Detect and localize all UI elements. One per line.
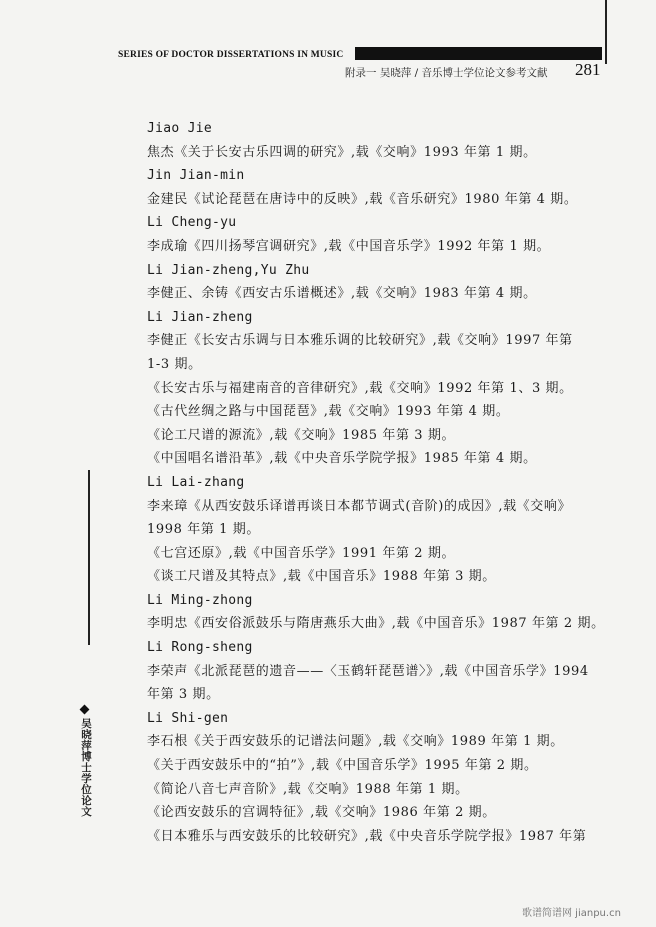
author-romanized-name: Li Jian-zheng — [147, 309, 253, 325]
margin-rule — [88, 470, 90, 645]
reference-entry: 《中国唱名谱沿革》,载《中央音乐学院学报》1985 年第 4 期。 — [147, 451, 537, 467]
reference-entry: 《简论八音七声音阶》,载《交响》1988 年第 1 期。 — [147, 781, 469, 797]
header-bar — [355, 47, 602, 60]
reference-entry: 李成瑜《四川扬琴宫调研究》,载《中国音乐学》1992 年第 1 期。 — [147, 238, 551, 254]
header-rule — [605, 0, 607, 64]
reference-entry: 年第 3 期。 — [147, 687, 220, 703]
reference-entry: 《论工尺谱的源流》,载《交响》1985 年第 3 期。 — [147, 427, 456, 443]
reference-entry: 李来璋《从西安鼓乐译谱再谈日本都节调式(音阶)的成因》,载《交响》 — [147, 498, 572, 514]
reference-entry: 李荣声《北派琵琶的遗音——〈玉鹤轩琵琶谱〉》,载《中国音乐学》1994 — [147, 663, 589, 679]
page-number: 281 — [575, 60, 601, 79]
author-romanized-name: Li Cheng-yu — [147, 215, 237, 231]
author-romanized-name: Li Lai-zhang — [147, 474, 245, 490]
bibliography-list — [147, 117, 617, 848]
reference-entry: 《关于西安鼓乐中的“拍”》,载《中国音乐学》1995 年第 2 期。 — [147, 758, 538, 774]
author-romanized-name: Li Shi-gen — [147, 710, 229, 726]
author-romanized-name: Jin Jian-min — [147, 168, 245, 184]
reference-entry: 《古代丝绸之路与中国琵琶》,载《交响》1993 年第 4 期。 — [147, 404, 510, 420]
reference-entry: 李健正《长安古乐调与日本雅乐调的比较研究》,载《交响》1997 年第 — [147, 333, 573, 349]
side-title: 吴晓萍博士学位论文 — [80, 718, 92, 817]
reference-entry: 1-3 期。 — [147, 356, 202, 372]
reference-entry: 《日本雅乐与西安鼓乐的比较研究》,载《中央音乐学院学报》1987 年第 — [147, 828, 587, 844]
reference-entry: 《谈工尺谱及其特点》,载《中国音乐》1988 年第 3 期。 — [147, 569, 496, 585]
reference-entry: 焦杰《关于长安古乐四调的研究》,载《交响》1993 年第 1 期。 — [147, 144, 537, 160]
author-romanized-name: Li Ming-zhong — [147, 592, 253, 608]
reference-entry: 金建民《试论琵琶在唐诗中的反映》,载《音乐研究》1980 年第 4 期。 — [147, 191, 578, 207]
reference-entry: 《七宫还原》,载《中国音乐学》1991 年第 2 期。 — [147, 545, 456, 561]
watermark: 歌谱简谱网 jianpu.cn — [522, 908, 621, 919]
author-romanized-name: Li Jian-zheng,Yu Zhu — [147, 262, 310, 278]
reference-entry: 1998 年第 1 期。 — [147, 522, 260, 538]
diamond-icon — [80, 705, 90, 715]
reference-entry: 李石根《关于西安鼓乐的记谱法问题》,载《交响》1989 年第 1 期。 — [147, 734, 564, 750]
series-title: SERIES OF DOCTOR DISSERTATIONS IN MUSIC — [118, 50, 344, 60]
author-romanized-name: Li Rong-sheng — [147, 640, 253, 656]
reference-entry: 《论西安鼓乐的宫调特征》,载《交响》1986 年第 2 期。 — [147, 805, 496, 821]
reference-entry: 《长安古乐与福建南音的音律研究》,载《交响》1992 年第 1、3 期。 — [147, 380, 573, 396]
reference-entry: 李明忠《西安俗派鼓乐与隋唐燕乐大曲》,载《中国音乐》1987 年第 2 期。 — [147, 616, 605, 632]
reference-entry: 李健正、余铸《西安古乐谱概述》,载《交响》1983 年第 4 期。 — [147, 286, 537, 302]
running-head: 附录一 吴晓萍 / 音乐博士学位论文参考文献 — [345, 67, 548, 79]
author-romanized-name: Jiao Jie — [147, 121, 213, 136]
